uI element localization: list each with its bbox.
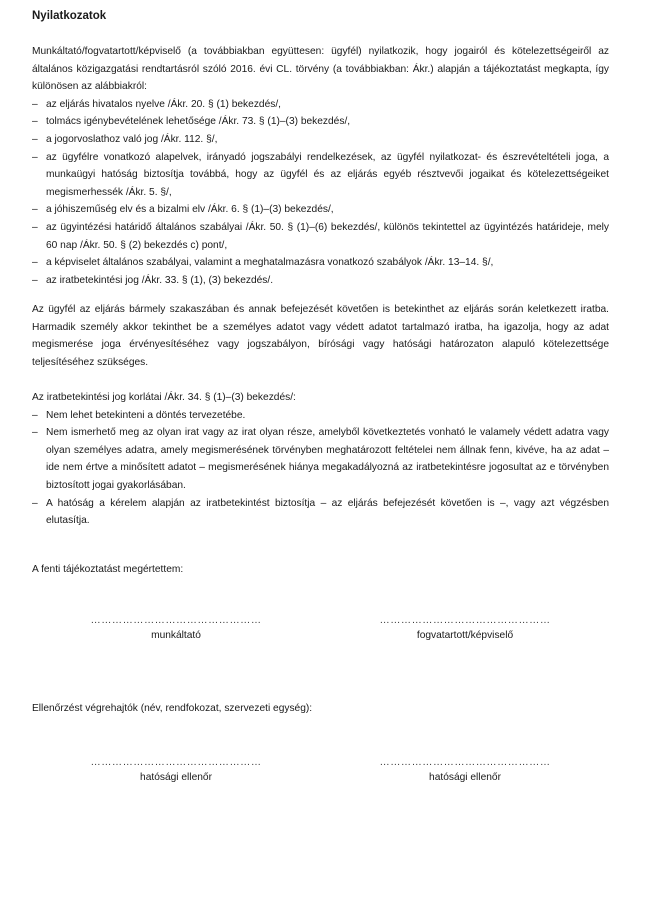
signature-employer (76, 614, 276, 644)
signature-line: ………………………………………… (90, 615, 262, 626)
list-item: – az ügyintézési határidő általános szabályai /Ákr. 50. § (1)–(6) bekezdés/, különös tekintettel az ügyintézés határideje, mely 60 nap /Ákr. 50. § (2) bekezdés c) pont/, (32, 219, 609, 254)
signature-label: munkáltató (151, 630, 201, 641)
signature-inspector-left (76, 756, 276, 786)
list-item: – az iratbetekintési jog /Ákr. 33. § (1), (3) bekezdés/. (32, 272, 609, 290)
limits-heading: Az iratbetekintési jog korlátai /Ákr. 34. § (1)–(3) bekezdés/: (32, 392, 296, 403)
signature-label: hatósági ellenőr (429, 772, 501, 783)
limits-list (32, 407, 609, 530)
inspectors-heading: Ellenőrzést végrehajtók (név, rendfokozat, szervezeti egység): (32, 703, 313, 714)
rights-list (32, 96, 609, 290)
list-item: – A hatóság a kérelem alapján az iratbetekintést biztosítja – az eljárás befejezését követően is –, vagy azt végzésben elutasítja. (32, 495, 609, 530)
access-section (32, 301, 609, 371)
list-item: – Nem lehet betekinteni a döntés tervezetébe. (32, 407, 609, 425)
list-item: – a képviselet általános szabályai, valamint a meghatalmazásra vonatkozó szabályok /Ákr. 13–14. §/, (32, 254, 609, 272)
page-title: Nyilatkozatok (32, 10, 107, 22)
list-item: – az ügyfélre vonatkozó alapelvek, irányadó jogszabályi rendelkezések, az ügyfél nyilatkozat- és észrevételtételi joga, a munkaügyi hatóság biztosítja továbbá, hogy az ügyfél és az eljárás egyéb résztvevői jogaikat és kötelezettségeiket megismerhessék /Ákr. 5. §/, (32, 149, 609, 202)
list-item: – a jóhiszeműség elv és a bizalmi elv /Ákr. 6. § (1)–(3) bekezdés/, (32, 201, 609, 219)
access-paragraph: Az ügyfél az eljárás bármely szakaszában és annak befejezését követően is betekinthet az eljárás során keletkezett iratba. Harmadik személy akkor tekinthet be a személyes adatot vagy védett adatot tartalmazó iratba, ha igazolja, hogy az adat megismerése joga érvényesítéséhez vagy jogszabályon, bírósági vagy hatósági határozaton alapuló kötelezettsége teljesítéséhez szükséges. (32, 304, 609, 368)
understood-statement: A fenti tájékoztatást megértettem: (32, 564, 184, 575)
list-item: – tolmács igénybevételének lehetősége /Ákr. 73. § (1)–(3) bekezdés/, (32, 113, 609, 131)
signature-label: fogvatartott/képviselő (416, 630, 514, 641)
signature-inspector-right (365, 756, 565, 786)
intro-section (32, 43, 609, 289)
signature-line: ………………………………………… (379, 757, 551, 768)
signature-line: ………………………………………… (90, 757, 262, 768)
list-item: – az eljárás hivatalos nyelve /Ákr. 20. § (1) bekezdés/, (32, 96, 609, 114)
signature-label: hatósági ellenőr (140, 772, 212, 783)
signature-detainee (365, 614, 565, 644)
signature-line: ………………………………………… (379, 615, 551, 626)
intro-paragraph: Munkáltató/fogvatartott/képviselő (a továbbiakban együttesen: ügyfél) nyilatkozik, hogy jogairól és kötelezettségeiről az általános közigazgatási rendtartásról szóló 2016. évi CL. törvény (a továbbiakban: Ákr.) alapján a tájékoztatást megkapta, így különösen az alábbiakról: (32, 46, 609, 93)
limits-section (32, 389, 609, 530)
list-item: – a jogorvoslathoz való jog /Ákr. 112. §/, (32, 131, 609, 149)
list-item: – Nem ismerhető meg az olyan irat vagy az irat olyan része, amelyből következtetés vonható le valamely védett adatra vagy olyan személyes adatra, amely megismerésének törvényben meghatározott feltételei nem állnak fenn, kivéve, ha az adat – ide nem értve a minősített adatot – megismerésének hiánya megakadályozná az iratbetekintésre jogosultat az e törvényben biztosított jogai gyakorlásában. (32, 424, 609, 494)
